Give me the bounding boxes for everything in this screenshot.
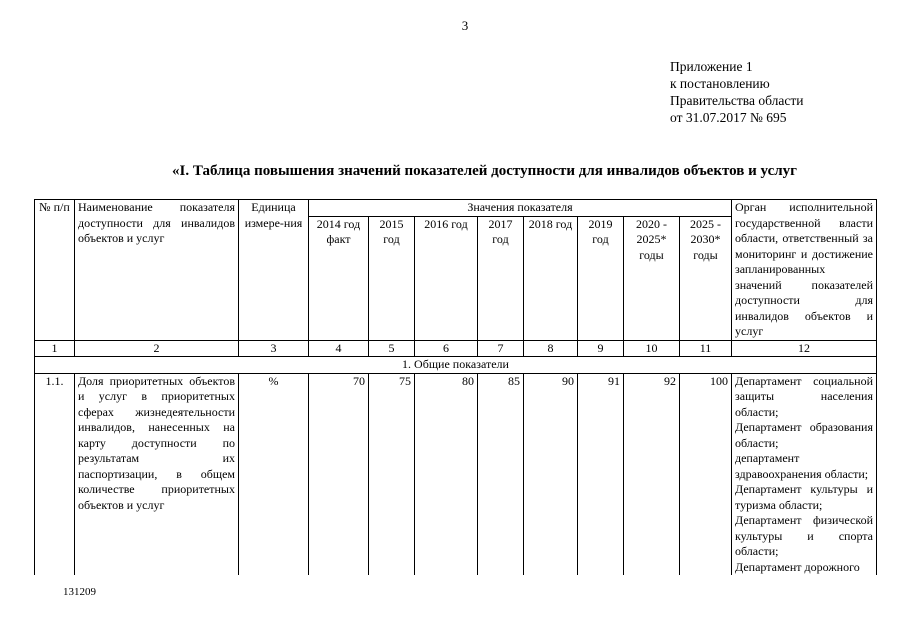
row-organs [732,373,877,575]
appendix-line: Правительства области [670,93,804,108]
row-value: 90 [524,373,578,575]
header-year: 2017 год [478,216,524,340]
column-number: 7 [478,340,524,357]
row-value: 80 [415,373,478,575]
row-value: 92 [624,373,680,575]
header-year: 2015 год [369,216,415,340]
row-value: 85 [478,373,524,575]
organ-item: Департамент образования области; [735,420,873,450]
organ-item: Департамент социальной защиты населения области; [735,373,873,419]
header-year: 2025 - 2030* годы [680,216,732,340]
indicators-table [34,199,877,575]
column-number: 9 [578,340,624,357]
header-year: 2020 - 2025* годы [624,216,680,340]
appendix-line: Приложение 1 [670,59,753,74]
section-heading: 1. Общие показатели [35,357,877,374]
column-number: 12 [732,340,877,357]
table-title-text: «I. Таблица повышения значений показателей доступности для инвалидов объектов и услуг [172,163,797,179]
row-value: 75 [369,373,415,575]
column-number: 11 [680,340,732,357]
appendix-line: от 31.07.2017 № 695 [670,110,787,125]
row-unit: % [239,373,309,575]
column-number: 3 [239,340,309,357]
header-year: 2014 год факт [309,216,369,340]
row-name: Доля приоритетных объектов и услуг в приоритетных сферах жизнедеятельности инвалидов, нанесенных на карту доступности по результатам их паспортизации, в общем количестве приоритетных объектов и услуг [75,373,239,575]
header-values-group: Значения показателя [309,200,732,217]
column-number: 4 [309,340,369,357]
header-year: 2019 год [578,216,624,340]
organ-item: департамент здравоохранения области; [735,451,869,481]
appendix-line: к постановлению [670,76,770,91]
header-year: 2018 год [524,216,578,340]
column-number: 2 [75,340,239,357]
column-number: 10 [624,340,680,357]
column-number: 5 [369,340,415,357]
column-number: 8 [524,340,578,357]
page-number: 3 [461,18,469,33]
header-unit: Единица измере-ния [239,200,309,341]
row-value: 70 [309,373,369,575]
row-num: 1.1. [35,373,75,575]
header-name: Наименование показателя доступности для инвалидов объектов и услуг [75,200,239,341]
row-value: 91 [578,373,624,575]
organ-item: Департамент физической культуры и спорта области; [735,513,873,558]
organ-item: Департамент дорожного [735,559,860,574]
header-num: № п/п [35,200,75,341]
column-number: 6 [415,340,478,357]
organ-item: Департамент культуры и туризма области; [735,482,873,512]
document-code: 131209 [63,586,96,598]
table-title [0,163,905,180]
column-number: 1 [35,340,75,357]
header-year: 2016 год [415,216,478,340]
row-value: 100 [680,373,732,575]
appendix-block [670,58,803,126]
header-organ: Орган исполнительной государственной власти области, ответственный за мониторинг и достижение запланированных значений показателей доступности для инвалидов объектов и услуг [732,200,877,341]
